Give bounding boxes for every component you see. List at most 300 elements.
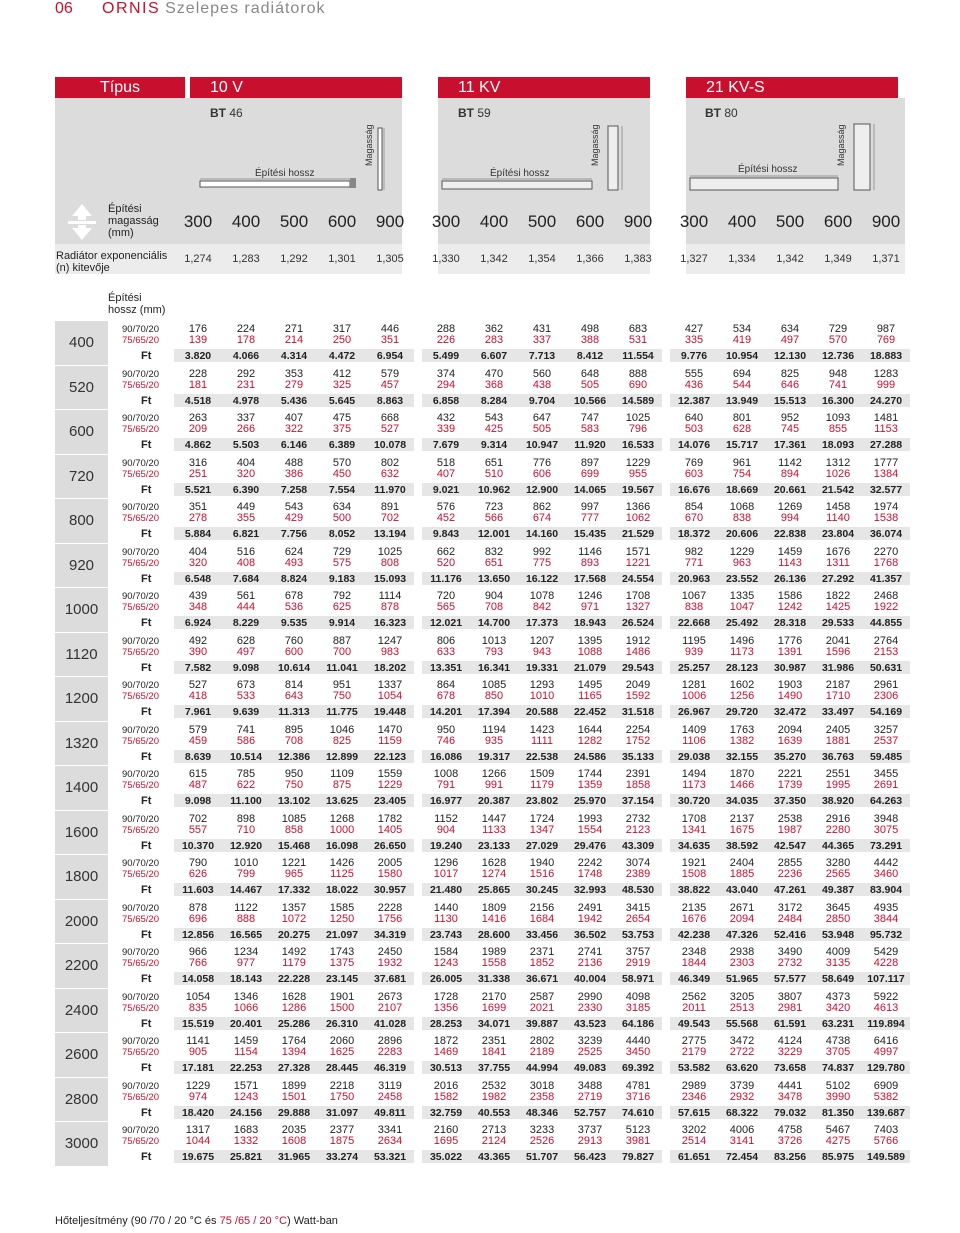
length-value: 520 [55,366,108,411]
price-cell: 16.977 [429,795,463,807]
price-cell: 38.822 [677,884,711,896]
output-75-cell: 1062 [625,512,651,524]
output-90-cell: 801 [732,412,752,424]
height-value: 600 [823,212,853,231]
exponent-value: 1,305 [376,253,404,265]
output-90-cell: 1366 [625,501,651,513]
price-cell: 29.038 [677,750,711,763]
output-75-cell: 1274 [481,868,507,880]
output-90-cell: 904 [484,590,504,602]
exponent-value: 1,371 [872,253,900,265]
price-cell: 9.776 [680,350,708,362]
price-cell: 43.309 [621,839,655,852]
price-cell: 149.589 [867,1151,905,1163]
price-cell: 33.274 [325,1151,359,1163]
output-75-cell: 178 [236,334,256,346]
legend-90-70-20: 90/70/20 [122,1080,159,1092]
output-75-cell: 1153 [874,423,898,435]
price-cell: 43.523 [573,1017,607,1030]
length-value: 1320 [55,722,108,767]
output-75-cell: 1384 [873,467,899,480]
output-75-cell: 1675 [729,823,755,836]
price-cell: 44.994 [525,1062,559,1074]
price-cell: 51.965 [725,973,759,985]
output-75-cell: 536 [284,601,304,613]
price-cell: 12.736 [821,350,855,362]
price-cell: 10.370 [181,839,215,852]
price-cell: 32.993 [573,884,607,896]
output-75-cell: 1844 [681,957,707,969]
output-75-cell: 875 [332,779,352,791]
output-75-cell: 1256 [729,690,755,702]
output-90-cell: 5922 [873,990,899,1003]
price-cell: 20.661 [773,483,807,496]
legend-75-65-20: 75/65/20 [122,1091,159,1103]
output-90-cell: 2254 [625,723,651,736]
output-75-cell: 1286 [281,1001,307,1014]
output-75-cell: 2021 [529,1001,555,1014]
length-value: 1400 [55,766,108,811]
output-75-cell: 2526 [529,1135,555,1147]
output-90-cell: 2041 [825,634,851,647]
ft-label: Ft [141,839,152,852]
output-90-cell: 3202 [681,1124,707,1136]
col-gap [650,98,686,274]
output-90-cell: 1777 [873,456,899,469]
price-cell: 34.319 [373,928,407,941]
ft-label: Ft [141,528,152,540]
price-cell: 13.351 [429,661,463,674]
price-cell: 25.257 [677,661,711,674]
price-cell: 74.610 [621,1106,655,1119]
price-cell: 10.566 [573,394,607,407]
bt-label: BT 59 [458,106,491,120]
output-90-cell: 2049 [625,679,651,691]
output-75-cell: 1221 [625,556,651,569]
output-90-cell: 228 [188,367,208,380]
output-75-cell: 1748 [577,868,603,880]
output-75-cell: 977 [236,957,256,969]
price-cell: 32.759 [429,1106,463,1119]
output-90-cell: 1459 [233,1035,259,1047]
price-cell: 33.497 [821,706,855,718]
price-cell: 30.957 [373,884,407,896]
output-75-cell: 850 [484,690,504,702]
output-90-cell: 1644 [577,723,603,736]
output-75-cell: 3981 [625,1135,651,1147]
price-cell: 30.987 [773,661,807,674]
ft-label: Ft [141,1017,152,1030]
price-cell: 25.821 [229,1151,263,1163]
price-cell: 21.097 [325,928,359,941]
output-90-cell: 2468 [873,590,899,602]
price-cell: 11.970 [374,483,406,496]
price-cell: 25.865 [477,884,511,896]
output-90-cell: 651 [484,456,504,469]
price-cell: 23.552 [725,572,759,585]
output-75-cell: 2850 [825,912,851,925]
output-90-cell: 4442 [873,857,899,869]
price-cell: 29.888 [277,1106,311,1119]
price-cell: 57.615 [677,1106,711,1119]
height-value: 300 [183,212,213,231]
output-90-cell: 952 [780,412,800,424]
output-75-cell: 746 [436,734,456,747]
length-value: 600 [55,410,108,455]
output-75-cell: 1405 [377,823,403,836]
price-cell: 4.518 [184,394,212,407]
output-75-cell: 339 [436,423,456,435]
output-75-cell: 322 [284,423,304,435]
output-90-cell: 427 [684,323,704,335]
price-cell: 37.755 [477,1062,511,1074]
price-cell: 52.757 [573,1106,607,1119]
price-cell: 36.074 [869,528,903,540]
exponent-value: 1,327 [680,253,708,265]
price-cell: 15.519 [181,1017,215,1030]
brand-subtitle: Szelepes radiátorok [165,0,326,17]
output-75-cell: 893 [580,556,600,569]
output-90-cell: 1025 [377,545,403,558]
price-cell: 8.824 [280,572,308,585]
radiator-drawing-11kv [438,118,650,196]
output-90-cell: 887 [332,634,352,647]
output-75-cell: 750 [284,779,304,791]
output-75-cell: 5382 [873,1090,899,1103]
output-90-cell: 1470 [377,723,403,736]
output-90-cell: 2377 [329,1124,355,1136]
price-cell: 129.780 [867,1062,905,1074]
length-arrows-icon [60,288,104,318]
output-90-cell: 1571 [233,1079,259,1092]
output-90-cell: 1008 [433,768,459,780]
output-75-cell: 1332 [233,1135,259,1147]
price-cell: 16.565 [229,928,263,941]
output-90-cell: 1085 [281,812,307,825]
price-cell: 64.186 [621,1017,655,1030]
output-75-cell: 1047 [729,601,755,613]
svg-text:Építési hossz: Építési hossz [490,168,550,179]
price-cell: 23.145 [325,973,359,985]
output-75-cell: 1179 [530,779,554,791]
output-75-cell: 904 [436,823,456,836]
output-90-cell: 1901 [329,990,355,1003]
output-90-cell: 1093 [825,412,851,424]
price-cell: 5.436 [280,394,308,407]
output-90-cell: 987 [876,323,896,335]
legend-90-70-20: 90/70/20 [122,413,159,424]
price-cell: 15.435 [573,528,607,540]
output-75-cell: 2932 [729,1090,755,1103]
legend-75-65-20: 75/65/20 [122,646,159,658]
legend-75-65-20: 75/65/20 [122,1002,159,1014]
price-cell: 6.821 [232,528,260,540]
output-90-cell: 806 [436,634,456,647]
price-cell: 13.949 [725,394,759,407]
output-90-cell: 2135 [681,901,707,914]
output-75-cell: 266 [236,423,256,435]
output-90-cell: 615 [188,768,208,780]
price-cell: 26.310 [325,1017,359,1030]
output-75-cell: 1466 [729,779,755,791]
output-90-cell: 431 [532,323,552,335]
price-cell: 21.542 [821,483,855,496]
output-75-cell: 1582 [433,1090,459,1103]
price-cell: 11.100 [230,795,262,807]
type-10v: 10 V [190,77,402,98]
price-cell: 61.591 [773,1017,807,1030]
output-90-cell: 1559 [377,768,403,780]
output-90-cell: 224 [236,323,256,335]
output-90-cell: 2775 [681,1035,707,1047]
output-90-cell: 1221 [281,857,307,869]
ft-label: Ft [141,661,152,674]
output-90-cell: 1743 [329,946,355,958]
output-75-cell: 320 [188,556,208,569]
price-cell: 14.467 [229,884,263,896]
output-90-cell: 579 [380,367,400,380]
legend-75-65-20: 75/65/20 [122,1047,159,1058]
price-cell: 6.390 [232,483,260,496]
ft-label: Ft [141,750,152,763]
output-90-cell: 1269 [777,501,803,513]
output-75-cell: 419 [732,334,752,346]
legend-75-65-20: 75/65/20 [122,735,159,747]
output-75-cell: 2513 [729,1001,755,1014]
output-75-cell: 1639 [777,734,803,747]
output-90-cell: 825 [780,367,800,380]
price-cell: 7.961 [184,706,212,718]
output-90-cell: 3415 [625,901,651,914]
output-75-cell: 2691 [873,779,899,791]
output-90-cell: 1586 [777,590,803,602]
price-cell: 44.855 [869,617,903,629]
price-cell: 16.676 [677,483,711,496]
output-90-cell: 814 [284,679,304,691]
svg-text:Magasság: Magasság [836,124,846,166]
output-90-cell: 176 [188,323,208,335]
price-cell: 38.592 [725,839,759,852]
output-75-cell: 226 [436,334,456,346]
output-90-cell: 1085 [481,679,507,691]
output-75-cell: 2153 [873,645,899,658]
output-90-cell: 492 [188,634,208,647]
output-75-cell: 1858 [625,779,651,791]
price-cell: 6.548 [184,572,212,585]
output-90-cell: 2035 [281,1124,307,1136]
exponent-value: 1,330 [432,253,460,265]
output-90-cell: 316 [188,456,208,469]
output-90-cell: 518 [436,456,456,469]
price-cell: 29.543 [621,661,655,674]
output-90-cell: 2916 [825,812,851,825]
output-90-cell: 2587 [529,990,555,1003]
length-value: 2400 [55,989,108,1034]
output-75-cell: 1394 [281,1046,307,1058]
type-21kvs: 21 KV-S [686,77,898,98]
exponent-value: 1,283 [232,253,260,265]
output-75-cell: 971 [580,601,600,613]
output-90-cell: 470 [484,367,504,380]
output-90-cell: 475 [332,412,352,424]
price-cell: 27.292 [821,572,855,585]
output-75-cell: 2303 [729,957,755,969]
price-cell: 37.350 [773,795,807,807]
output-75-cell: 999 [876,378,896,391]
price-cell: 4.314 [280,350,308,362]
output-75-cell: 855 [828,423,848,435]
price-cell: 46.319 [373,1062,407,1074]
output-90-cell: 1247 [377,634,403,647]
output-90-cell: 2391 [625,768,651,780]
output-90-cell: 1763 [729,723,755,736]
price-cell: 48.530 [621,884,655,896]
output-75-cell: 842 [532,601,552,613]
output-75-cell: 3705 [825,1046,851,1058]
output-90-cell: 404 [236,456,256,469]
price-cell: 47.326 [725,928,759,941]
output-90-cell: 317 [332,323,352,335]
price-cell: 11.603 [182,884,214,896]
output-90-cell: 3948 [873,812,899,825]
height-value: 300 [679,212,709,231]
price-cell: 43.040 [725,884,759,896]
output-90-cell: 950 [436,723,456,736]
price-cell: 35.133 [621,750,655,763]
price-cell: 46.349 [677,973,711,985]
output-90-cell: 446 [380,323,400,335]
output-75-cell: 459 [188,734,208,747]
output-75-cell: 888 [236,912,256,925]
output-75-cell: 390 [188,645,208,658]
legend-75-65-20: 75/65/20 [122,468,159,480]
legend-90-70-20: 90/70/20 [122,457,159,469]
output-90-cell: 570 [332,456,352,469]
price-cell: 6.607 [480,350,508,362]
output-90-cell: 982 [684,545,704,558]
legend-75-65-20: 75/65/20 [122,958,159,969]
brand-title [102,0,326,18]
output-75-cell: 1469 [433,1046,459,1058]
output-90-cell: 6909 [873,1079,899,1092]
ft-label: Ft [141,617,152,629]
length-value: 800 [55,499,108,544]
price-cell: 59.485 [869,750,903,763]
output-90-cell: 3018 [529,1079,555,1092]
output-75-cell: 1359 [577,779,603,791]
output-75-cell: 3135 [825,957,851,969]
output-75-cell: 2981 [777,1001,803,1014]
price-cell: 85.975 [821,1151,855,1163]
price-cell: 11.313 [278,706,310,718]
output-75-cell: 825 [332,734,352,747]
output-75-cell: 1243 [233,1090,259,1103]
output-90-cell: 1872 [433,1035,459,1047]
output-75-cell: 2719 [577,1090,603,1103]
price-cell: 15.093 [373,572,407,585]
output-90-cell: 2094 [777,723,803,736]
output-75-cell: 3229 [777,1046,803,1058]
price-cell: 56.423 [573,1151,607,1163]
height-value: 400 [727,212,757,231]
output-75-cell: 181 [188,378,208,391]
output-75-cell: 1425 [825,601,851,613]
height-value: 500 [279,212,309,231]
price-cell: 9.704 [528,394,556,407]
price-cell: 83.256 [773,1151,807,1163]
type-11kv: 11 KV [438,77,650,98]
output-75-cell: 1006 [681,690,707,702]
output-90-cell: 1346 [233,990,259,1003]
price-cell: 30.513 [429,1062,463,1074]
price-cell: 17.373 [525,617,559,629]
ft-label: Ft [141,350,152,362]
output-75-cell: 1932 [377,957,403,969]
output-75-cell: 251 [188,467,208,480]
output-75-cell: 497 [780,334,800,346]
exponent-value: 1,354 [528,253,556,265]
output-90-cell: 2351 [481,1035,507,1047]
output-75-cell: 2306 [873,690,899,702]
output-75-cell: 628 [732,423,752,435]
price-cell: 11.554 [622,350,654,362]
price-cell: 23.743 [429,928,463,941]
type-header: Típus [55,77,185,98]
price-cell: 10.078 [373,439,407,451]
output-90-cell: 2802 [529,1035,555,1047]
output-75-cell: 2124 [481,1135,507,1147]
output-90-cell: 3488 [577,1079,603,1092]
output-75-cell: 2634 [377,1135,403,1147]
output-75-cell: 1044 [185,1135,211,1147]
output-75-cell: 600 [284,645,304,658]
price-cell: 15.717 [725,439,759,451]
output-75-cell: 505 [532,423,552,435]
output-90-cell: 1337 [377,679,403,691]
output-90-cell: 1459 [777,545,803,558]
output-75-cell: 1739 [777,779,803,791]
price-cell: 17.181 [181,1062,215,1074]
output-90-cell: 694 [732,367,752,380]
price-cell: 10.614 [277,661,311,674]
length-value: 1200 [55,677,108,722]
output-90-cell: 2371 [529,946,555,958]
output-75-cell: 1684 [529,912,555,925]
output-75-cell: 1885 [729,868,755,880]
output-75-cell: 838 [684,601,704,613]
output-90-cell: 1571 [625,545,651,558]
output-90-cell: 647 [532,412,552,424]
legend-75-65-20: 75/65/20 [122,913,159,925]
output-75-cell: 1987 [777,823,803,836]
output-90-cell: 634 [332,501,352,513]
price-cell: 9.314 [480,439,508,451]
price-cell: 37.154 [621,795,655,807]
length-value: 2000 [55,900,108,945]
output-90-cell: 1708 [681,812,707,825]
price-cell: 34.071 [477,1017,511,1030]
legend-75-65-20: 75/65/20 [122,780,159,791]
output-75-cell: 1596 [825,645,851,658]
price-cell: 24.156 [229,1106,263,1119]
output-75-cell: 250 [332,334,352,346]
height-value: 900 [871,212,901,231]
price-cell: 20.387 [477,795,511,807]
price-cell: 42.238 [677,928,711,941]
ft-label: Ft [141,1062,152,1074]
output-75-cell: 2346 [681,1090,707,1103]
output-75-cell: 436 [684,378,704,391]
